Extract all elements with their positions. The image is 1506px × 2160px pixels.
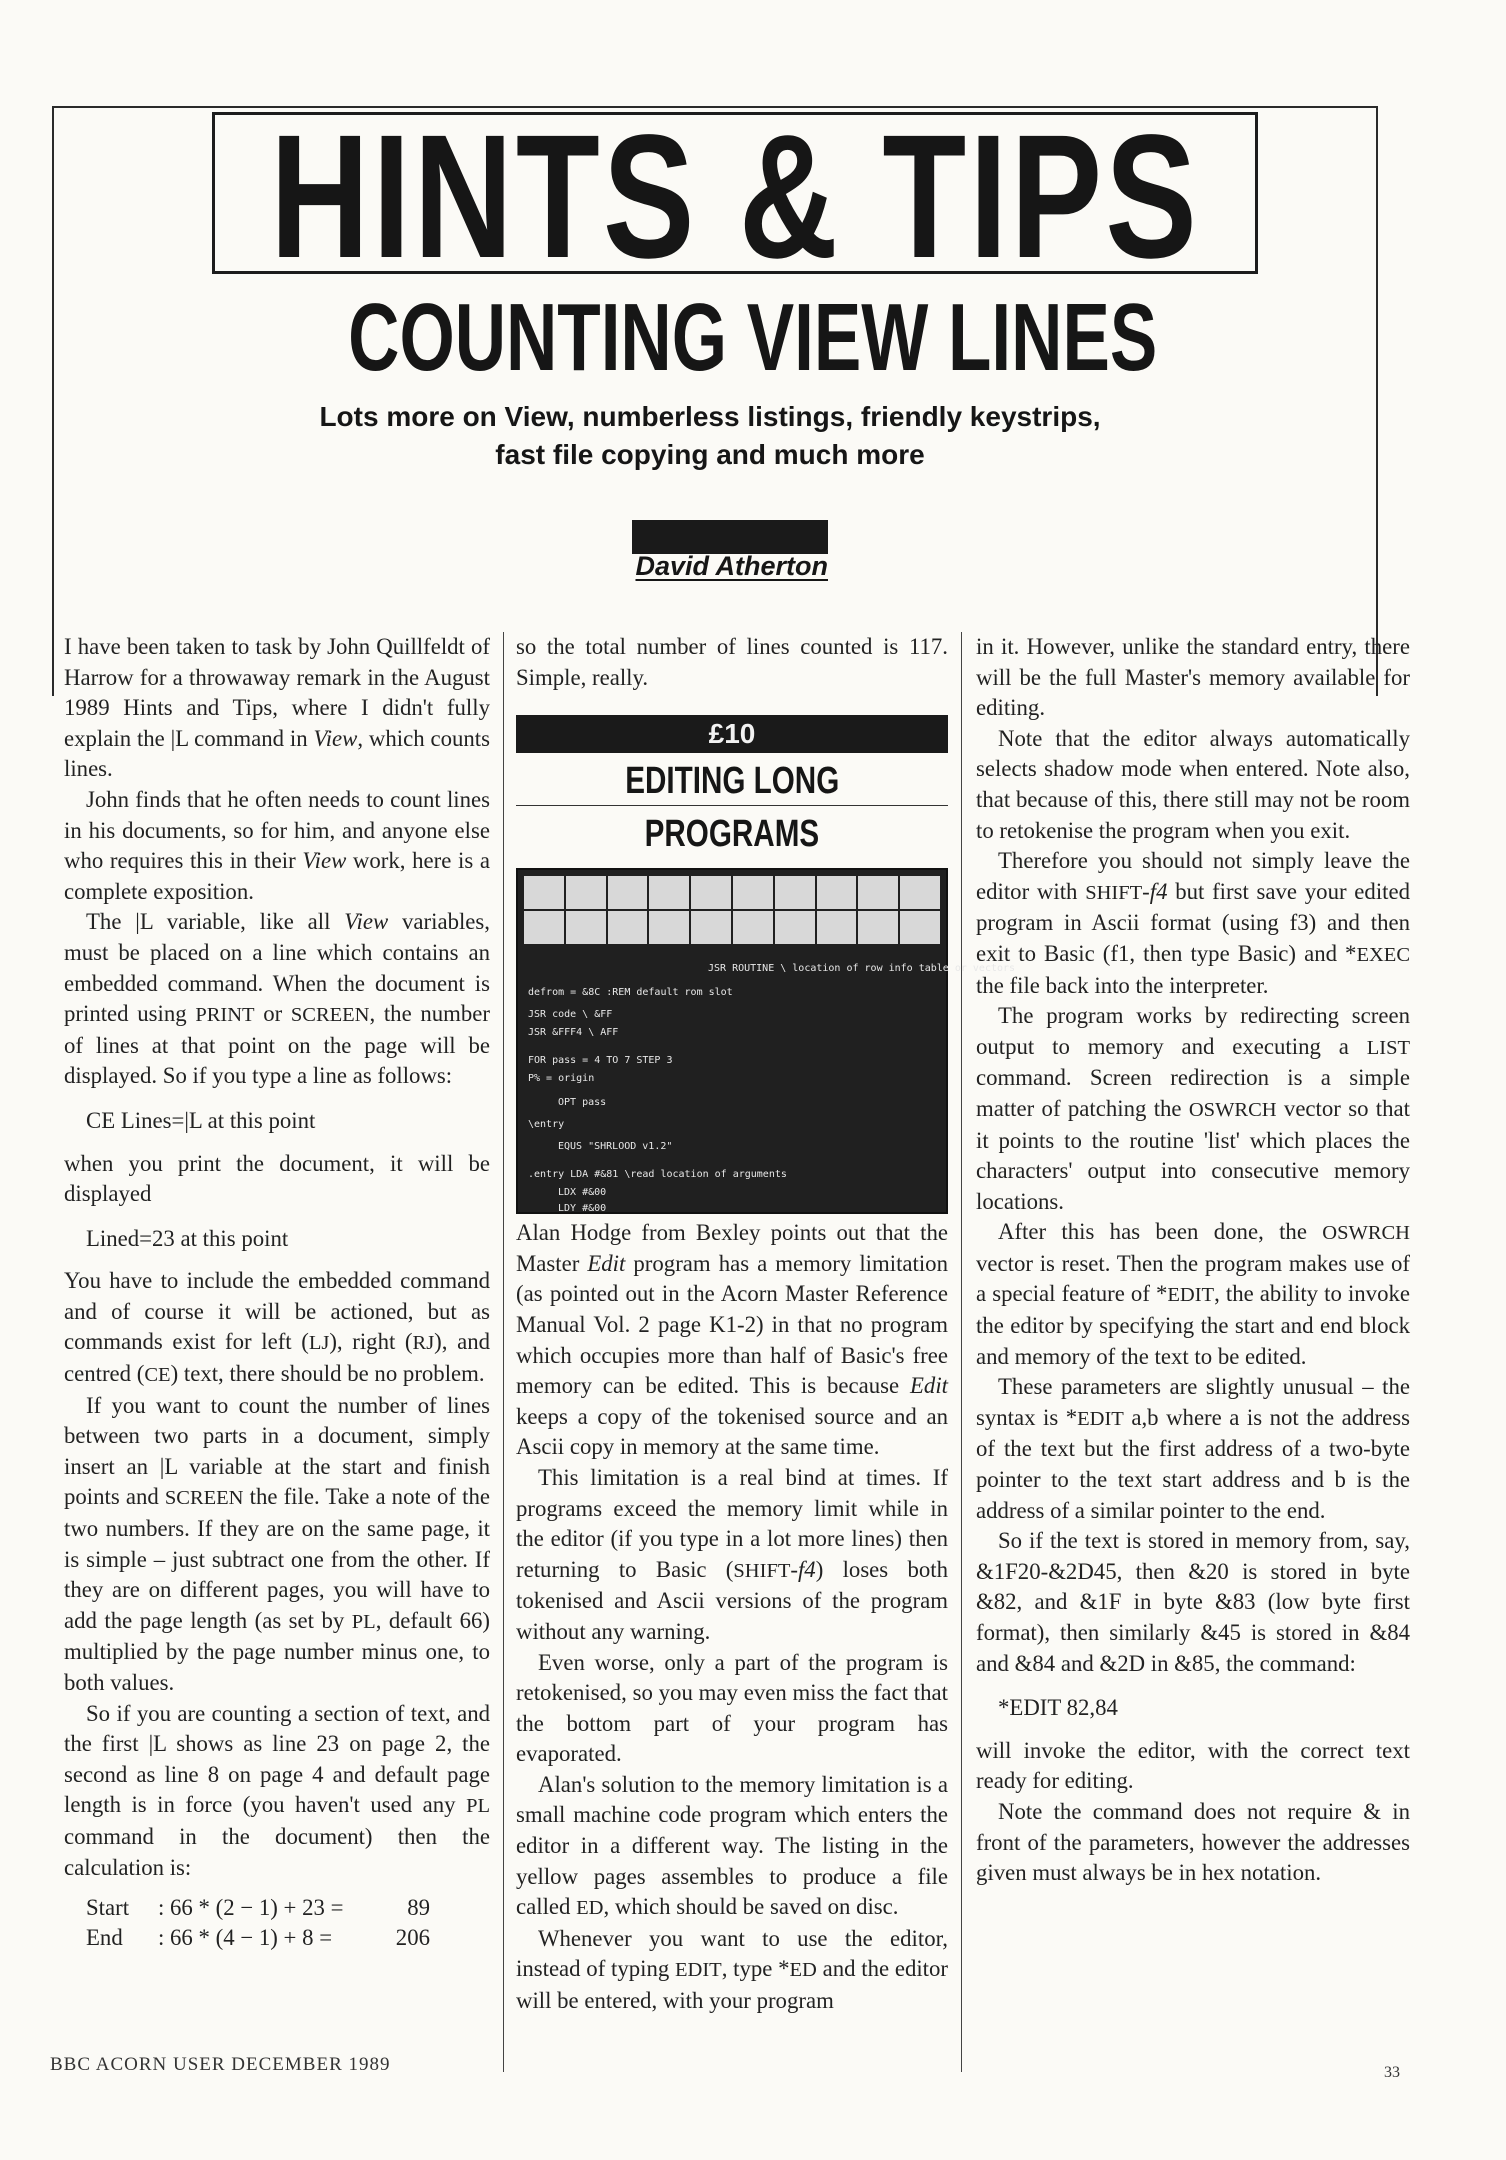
calc-end-label: End <box>86 1925 123 1951</box>
col1-p3-view: View <box>344 909 389 935</box>
article-headline-text: COUNTING VIEW LINES <box>348 284 1158 391</box>
col2-p6-a: Whenever you want to use the editor, instead of typing <box>516 1925 948 1982</box>
col2-p6-ed: ED <box>789 1959 817 1982</box>
col2-p2-b: program has a memory limitation (as pointed out in the Acorn Master Reference Manual Vol. 2 page K1-2) in that no program which occupies more than half of Basic's free memory can be edited. This is because <box>516 1250 948 1399</box>
col2-p3-shift: SHIFT <box>733 1559 791 1582</box>
byline: David Atherton <box>635 551 828 581</box>
screen-line-5: FOR pass = 4 TO 7 STEP 3 <box>528 1055 673 1067</box>
column-1 <box>64 632 490 1953</box>
calc-end-expr: : 66 * (4 − 1) + 8 = <box>158 1925 333 1951</box>
col3-paragraph-1: in it. However, unlike the standard entry, there will be the full Master's memory available for editing. <box>976 634 1410 721</box>
screen-line-10: .entry LDA #&81 \read location of arguments <box>528 1169 787 1181</box>
col2-p3-a: This limitation is a real bind at times. If programs exceed the memory limit while in the editor (if you type in a lot more lines) then returning to Basic ( <box>516 1464 948 1582</box>
col1-p5-b: ), right ( <box>329 1329 413 1355</box>
col1-p7-b: command in the document) then the calculation is: <box>64 1823 490 1880</box>
col2-p5-b: , which should be saved on disc. <box>603 1894 899 1920</box>
column-2 <box>516 632 1016 2017</box>
frame-right-rule <box>1376 106 1378 696</box>
col3-paragraph-8: will invoke the editor, with the correct text ready for editing. <box>976 1737 1410 1794</box>
box-headline-2-text: PROGRAMS <box>644 813 820 856</box>
screen-line-7: OPT pass <box>558 1097 607 1109</box>
standfirst-line-2: fast file copying and much more <box>495 439 925 470</box>
screen-line-4: JSR &FFF4 \ AFF <box>528 1027 619 1039</box>
col2-p3-f4: -f4 <box>790 1556 816 1582</box>
box-headline-line-1 <box>516 759 948 806</box>
col3-p4-b: command. Screen redirection is a simple matter of patching the <box>976 1065 1410 1121</box>
col2-paragraph-6 <box>516 1924 948 2017</box>
col2-p6-c: and the editor will be entered, with your program <box>516 1956 948 2014</box>
calc-start-label: Start <box>86 1895 130 1921</box>
col1-p3-print: PRINT <box>195 1004 255 1027</box>
function-key-strip <box>524 876 940 944</box>
col1-paragraph-3 <box>64 907 490 1092</box>
col3-p3-a: Therefore you should not simply leave the editor with <box>976 848 1410 904</box>
col1-p5-rj: RJ <box>412 1332 435 1355</box>
col1-p2-text: John finds that he often needs to count lines in his documents, so for him, and anyone else who requires this in their <box>64 786 490 874</box>
col1-p3-screen: SCREEN <box>290 1004 370 1027</box>
col1-p1-end: , which counts lines. <box>64 725 490 782</box>
calc-start-expr: : 66 * (2 − 1) + 23 = <box>158 1895 344 1921</box>
col3-p5-c: , the ability to invoke the editor by specifying the start and end block and memory of the text to be edited. <box>976 1281 1410 1369</box>
col1-paragraph-4: when you print the document, it will be displayed <box>64 1150 490 1207</box>
col2-p2-edit2: Edit <box>910 1373 948 1399</box>
col3-paragraph-4 <box>976 1001 1410 1217</box>
col1-p7-a: So if you are counting a section of text, and the first |L shows as line 23 on page 2, the second as line 8 on page 4 and default page length is in force (you haven't used any <box>64 1700 490 1818</box>
col3-code-example: *EDIT 82,84 <box>998 1695 1118 1721</box>
col3-paragraph-6 <box>976 1372 1410 1526</box>
page-title: HINTS & TIPS <box>270 99 1200 295</box>
col2-p6-b: , type * <box>721 1956 790 1982</box>
col3-p4-list: LIST <box>1366 1036 1410 1059</box>
footer-publication: BBC ACORN USER DECEMBER 1989 <box>50 2054 391 2075</box>
col2-p6-edit: EDIT <box>675 1959 722 1982</box>
col2-p3-b: ) loses both tokenised and Ascii versions of the program without any warning. <box>516 1556 948 1644</box>
col1-p5-c: ), and centred ( <box>64 1329 490 1387</box>
col3-p4-a: The program works by redirecting screen output to memory and executing a <box>976 1003 1410 1059</box>
col2-paragraph-1: so the total number of lines counted is 117. Simple, really. <box>516 634 948 690</box>
col1-p3-or: or <box>254 1001 291 1027</box>
col2-p2-edit: Edit <box>587 1250 626 1276</box>
screen-line-8: \entry <box>528 1119 565 1131</box>
box-headline-line-2 <box>516 812 948 856</box>
col3-p3-b: but first save your edited program in Ascii format (using f3) and then exit to Basic (f1, then type Basic) and * <box>976 878 1411 966</box>
screen-line-2: defrom = &8C :REM default rom slot <box>528 987 733 999</box>
col1-code-example-1: CE Lines=|L at this point <box>86 1107 316 1133</box>
col3-p4-oswrch: OSWRCH <box>1188 1098 1277 1121</box>
col1-paragraph-1 <box>64 632 490 785</box>
col1-p2-view: View <box>302 848 347 874</box>
col2-paragraph-4: Even worse, only a part of the program is retokenised, so you may even miss the fact that the bottom part of your program has evaporated. <box>516 1649 948 1767</box>
calc-start-result: 89 <box>407 1895 430 1921</box>
screen-line-6: P% = origin <box>528 1073 595 1085</box>
col1-p6-b: the file. Take a note of the two numbers. If they are on the same page, it is simple – just subtract one from the other. If they are on different pages, you will have to add the page length (as set by <box>64 1484 490 1633</box>
col3-paragraph-9: Note the command does not require & in front of the parameters, however the addresses given must always be in hex notation. <box>976 1798 1410 1886</box>
col3-p6-b: a,b where a is not the address of the text but the first address of a two-byte pointer to the text start address and b is the address of a similar pointer to the end. <box>976 1404 1410 1523</box>
calc-row-end <box>86 1923 490 1953</box>
box-headline-1-text: EDITING LONG <box>624 760 840 803</box>
col2-paragraph-5 <box>516 1770 948 1924</box>
col3-paragraph-7: So if the text is stored in memory from, say, &1F20-&2D45, then &20 is stored in byte &82, and &1F in byte &83 (low byte first format), then similarly &45 is stored in &84 and &84 and &2D in &85, the command: <box>976 1528 1410 1676</box>
col2-paragraph-3 <box>516 1463 948 1648</box>
col3-p5-b: vector is reset. Then the program makes use of a special feature of * <box>976 1250 1410 1307</box>
screen-line-9: EQUS "SHRLOOD v1.2" <box>558 1141 673 1153</box>
col3-p3-f4: -f4 <box>1142 878 1168 904</box>
col3-p4-c: vector so that it points to the routine 'list' which places the characters' output into consecutive memory locations. <box>976 1095 1410 1214</box>
screen-line-12: LDY #&00 <box>558 1203 607 1215</box>
screen-line-1: JSR ROUTINE \ location of row info table or vectors <box>708 963 1016 975</box>
col1-p3-a: The |L variable, like all <box>86 909 345 935</box>
col3-p3-exec: EXEC <box>1356 943 1410 966</box>
col1-paragraph-5 <box>64 1266 490 1390</box>
col1-paragraph-6 <box>64 1391 490 1699</box>
article-headline <box>0 284 1506 391</box>
column-rule-1 <box>503 632 504 2072</box>
col2-p5-ed: ED <box>576 1897 604 1920</box>
column-rule-2 <box>961 632 962 2072</box>
col1-p7-pl: PL <box>466 1795 490 1818</box>
col1-p3-c: , the number of lines at that point on the page will be displayed. So if you type a line as follows: <box>64 1001 491 1089</box>
col3-p6-a: These parameters are slightly unusual – the syntax is * <box>976 1374 1410 1430</box>
col1-p6-a: If you want to count the number of lines between two parts in a document, simply insert an |L variable at the start and finish points and <box>64 1392 490 1510</box>
col1-p5-lj: LJ <box>308 1332 330 1355</box>
col1-p5-ce: CE <box>144 1364 171 1387</box>
calc-end-result: 206 <box>395 1925 430 1951</box>
col1-paragraph-7 <box>64 1699 490 1884</box>
col3-p6-edit: EDIT <box>1077 1407 1124 1430</box>
col3-p5-oswrch: OSWRCH <box>1322 1222 1410 1245</box>
col1-p5-d: ) text, there should be no problem. <box>170 1361 485 1387</box>
col3-p5-a: After this has been done, the <box>998 1219 1323 1245</box>
col3-paragraph-5 <box>976 1217 1410 1372</box>
col1-p1-view: View <box>313 725 358 751</box>
col1-p5-a: You have to include the embedded command and of course it will be actioned, but as commands exist for left ( <box>64 1268 490 1355</box>
title-box <box>212 99 1258 295</box>
col3-p3-c: the file back into the interpreter. <box>976 972 1269 998</box>
col1-p6-screen: SCREEN <box>164 1487 244 1510</box>
column-3 <box>976 632 1410 1889</box>
calc-row-start <box>86 1893 490 1923</box>
frame-left-rule <box>52 106 54 696</box>
col1-p3-b: variables, must be placed on a line which contains an embedded command. When the document is printed using <box>64 909 490 1027</box>
editor-screenshot <box>516 868 1016 1215</box>
col1-p2-end: work, here is a complete exposition. <box>64 848 490 904</box>
col3-p5-edit: EDIT <box>1167 1284 1215 1307</box>
byline-bar <box>632 520 828 554</box>
col1-paragraph-2 <box>64 785 490 907</box>
page-number: 33 <box>1384 2064 1400 2081</box>
standfirst <box>300 398 1120 474</box>
col2-p5-a: Alan's solution to the memory limitation is a small machine code program which enters the editor in a different way. The listing in the yellow pages assembles to produce a file called <box>516 1771 948 1920</box>
standfirst-line-1: Lots more on View, numberless listings, friendly keystrips, <box>319 401 1101 432</box>
col1-p6-c: , default 66) multiplied by the page number minus one, to both values. <box>64 1607 490 1695</box>
screen-line-11: LDX #&00 <box>558 1187 607 1199</box>
col1-p1-text: I have been taken to task by John Quillfeldt of Harrow for a throwaway remark in the August 1989 Hints and Tips, where I didn't fully explain the |L command in <box>64 634 490 751</box>
screen-line-3: JSR code \ &FF <box>528 1009 613 1021</box>
col1-code-example-2: Lined=23 at this point <box>86 1225 289 1251</box>
col2-p2-c: keeps a copy of the tokenised source and an Ascii copy in memory at the same time. <box>516 1403 948 1460</box>
col3-paragraph-2: Note that the editor always automatically selects shadow mode when entered. Note also, that because of this, there still may not be room to retokenise the program when you exit. <box>976 725 1410 843</box>
col3-p3-shift: SHIFT <box>1085 881 1143 904</box>
col3-paragraph-3 <box>976 846 1410 1001</box>
calculation-block <box>64 1893 490 1953</box>
col2-p2-a: Alan Hodge from Bexley points out that the Master <box>516 1220 948 1276</box>
prize-banner: £10 <box>516 715 948 753</box>
col1-p6-pl: PL <box>351 1610 376 1633</box>
col2-paragraph-2 <box>516 1218 948 1463</box>
